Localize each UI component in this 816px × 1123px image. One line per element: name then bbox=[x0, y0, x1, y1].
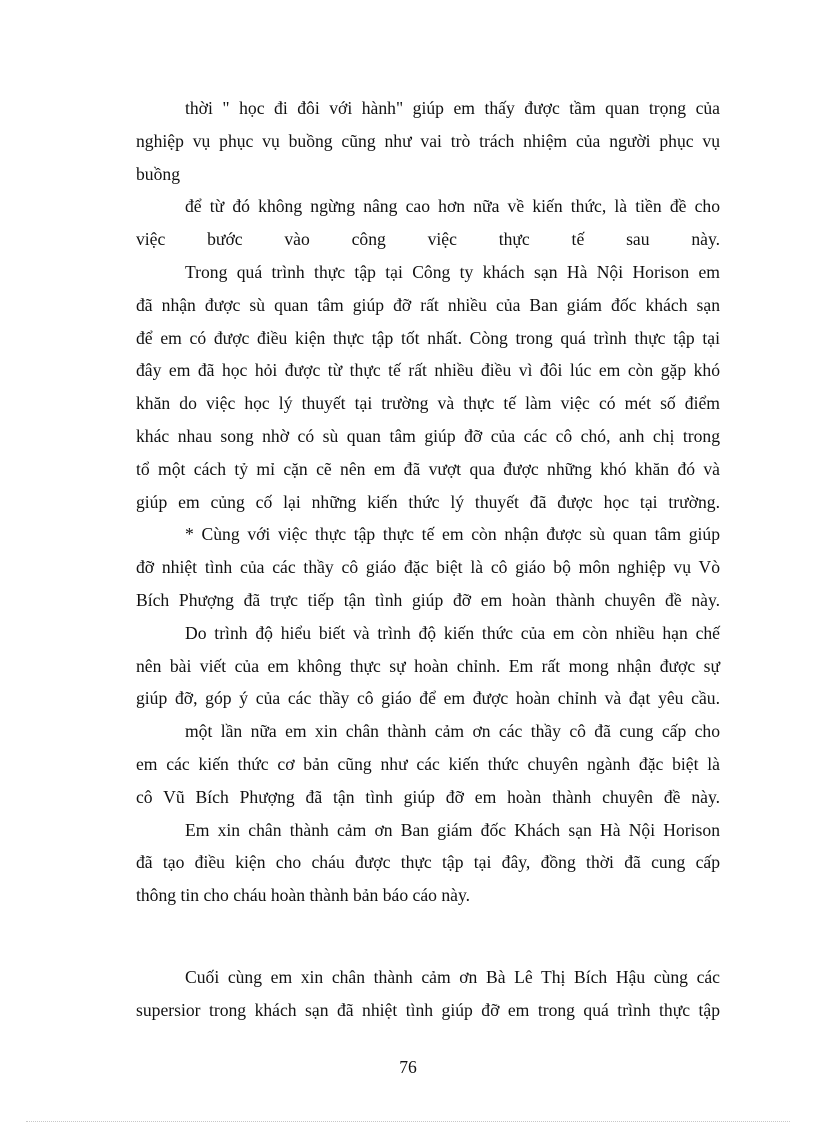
text-line: khăn do việc học lý thuyết tại trường và thực tế làm việc có mét số điểm bbox=[136, 393, 720, 414]
body-text bbox=[136, 92, 720, 1027]
text-line: Cuối cùng em xin chân thành cảm ơn Bà Lê Thị Bích Hậu cùng các bbox=[185, 966, 720, 987]
text-line: để em có được điều kiện thực tập tốt nhất. Còng trong quá trình thực tập tại bbox=[136, 327, 720, 348]
text-line: buồng bbox=[136, 163, 180, 184]
text-line: tổ một cách tỷ mỉ cặn cẽ nên em đã vượt qua được những khó khăn đó và bbox=[136, 458, 720, 479]
text-line: đã tạo điều kiện cho cháu được thực tập tại đây, đồng thời đã cung cấp bbox=[136, 852, 720, 873]
text-line: Do trình độ hiểu biết và trình độ kiến thức của em còn nhiều hạn chế bbox=[185, 622, 720, 643]
text-line: Bích Phượng đã trực tiếp tận tình giúp đỡ em hoàn thành chuyên đề này. bbox=[136, 589, 720, 610]
text-line: Em xin chân thành cảm ơn Ban giám đốc Khách sạn Hà Nội Horison bbox=[185, 819, 720, 840]
text-line: để từ đó không ngừng nâng cao hơn nữa về kiến thức, là tiền đề cho bbox=[185, 196, 720, 217]
paragraph-gap bbox=[136, 912, 720, 961]
text-line: việc bước vào công việc thực tế sau này. bbox=[136, 229, 720, 250]
text-line: nên bài viết của em không thực sự hoàn chỉnh. Em rất mong nhận được sự bbox=[136, 655, 720, 676]
text-line: giúp em củng cố lại những kiến thức lý thuyết đã được học tại trường. bbox=[136, 491, 720, 512]
text-line: supersior trong khách sạn đã nhiệt tình giúp đỡ em trong quá trình thực tập bbox=[136, 999, 720, 1020]
text-line: đỡ nhiệt tình của các thầy cô giáo đặc biệt là cô giáo bộ môn nghiệp vụ Vò bbox=[136, 557, 720, 578]
text-line: cô Vũ Bích Phượng đã tận tình giúp đỡ em hoàn thành chuyên đề này. bbox=[136, 786, 720, 807]
text-line: em các kiến thức cơ bản cũng như các kiến thức chuyên ngành đặc biệt là bbox=[136, 753, 720, 774]
text-line: thông tin cho cháu hoàn thành bản báo cáo này. bbox=[136, 885, 471, 906]
text-line: Trong quá trình thực tập tại Công ty khách sạn Hà Nội Horison em bbox=[185, 261, 720, 282]
text-line: nghiệp vụ phục vụ buồng cũng như vai trò trách nhiệm của người phục vụ bbox=[136, 130, 720, 151]
page-number: 76 bbox=[399, 1057, 417, 1077]
text-line: giúp đỡ, góp ý của các thầy cô giáo để em được hoàn chỉnh và đạt yêu cầu. bbox=[136, 688, 720, 709]
text-line: đã nhận được sù quan tâm giúp đỡ rất nhiều của Ban giám đốc khách sạn bbox=[136, 294, 720, 315]
text-line: đây em đã học hỏi được từ thực tế rất nhiều điều vì đôi lúc em còn gặp khó bbox=[136, 360, 720, 381]
text-line: thời " học đi đôi với hành" giúp em thấy được tầm quan trọng của bbox=[185, 98, 720, 118]
text-line: một lần nữa em xin chân thành cảm ơn các thầy cô đã cung cấp cho bbox=[185, 721, 720, 742]
text-line: khác nhau song nhờ có sù quan tâm giúp đỡ của các cô chó, anh chị trong bbox=[136, 425, 720, 446]
page-bottom-divider bbox=[26, 1121, 790, 1122]
text-line: * Cùng với việc thực tập thực tế em còn nhận được sù quan tâm giúp bbox=[185, 524, 720, 545]
